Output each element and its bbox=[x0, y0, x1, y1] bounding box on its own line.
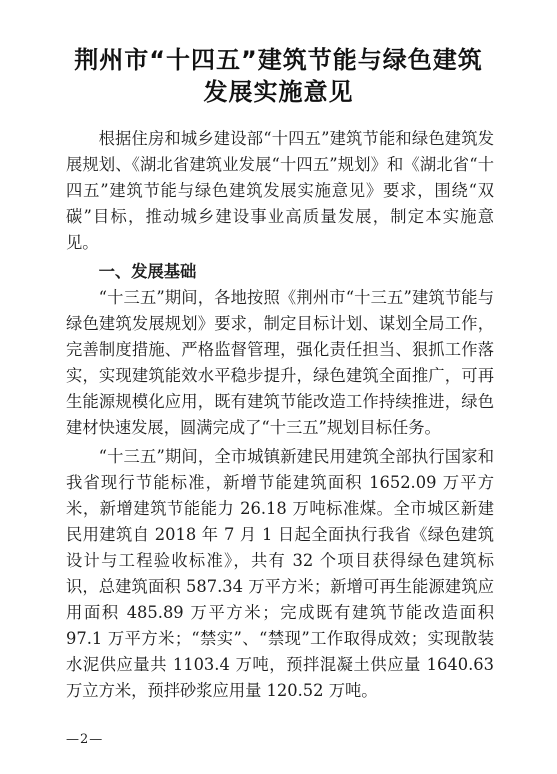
section-heading: 一、发展基础 bbox=[98, 262, 197, 281]
page-number: —2— bbox=[66, 732, 104, 747]
body-paragraph: “十三五”期间，各地按照《荆州市“十三五”建筑节能与绿色建筑发展规划》要求，制定目标计划、谋划全局工作，完善制度措施、严格监督管理，强化责任担当、狠抓工作落实，实现建筑能效水平稳步提升，绿色建筑全面推广，可再生能源规模化应用，既有建筑节能改造工作持续推进，绿色建材快速发展，圆满完成了“十三五”规划目标任务。 bbox=[66, 288, 494, 437]
document-title-line-1: 荆州市“十四五”建筑节能与绿色建筑 bbox=[74, 46, 483, 74]
intro-paragraph: 根据住房和城乡建设部“十四五”建筑节能和绿色建筑发展规划、《湖北省建筑业发展“十四五”规划》和《湖北省“十四五”建筑节能与绿色建筑发展实施意见》要求，围绕“双碳”目标，推动城乡建设事业高质量发展，制定本实施意见。 bbox=[66, 129, 494, 252]
document-title-line-2: 发展实施意见 bbox=[203, 78, 354, 106]
document-body bbox=[66, 126, 494, 707]
body-paragraph: “十三五”期间，全市城镇新建民用建筑全部执行国家和我省现行节能标准，新增节能建筑面积 1652.09 万平方米，新增建筑节能能力 26.18 万吨标准煤。全市城区新建民用建筑自 2018 年 7 月 1 日起全面执行我省《绿色建筑设计与工程验收标准》，共有 32 个项目获得绿色建筑标识，总建筑面积 587.34 万平方米；新增可再生能源建筑应用面积 485.89 万平方米；完成既有建筑节能改造面积 97.1 万平方米；“禁实”、“禁现”工作取得成效；实现散装水泥供应量共 1103.4 万吨，预拌混凝土供应量 1640.63 万立方米，预拌砂浆应用量 120.52 万吨。 bbox=[66, 447, 494, 700]
